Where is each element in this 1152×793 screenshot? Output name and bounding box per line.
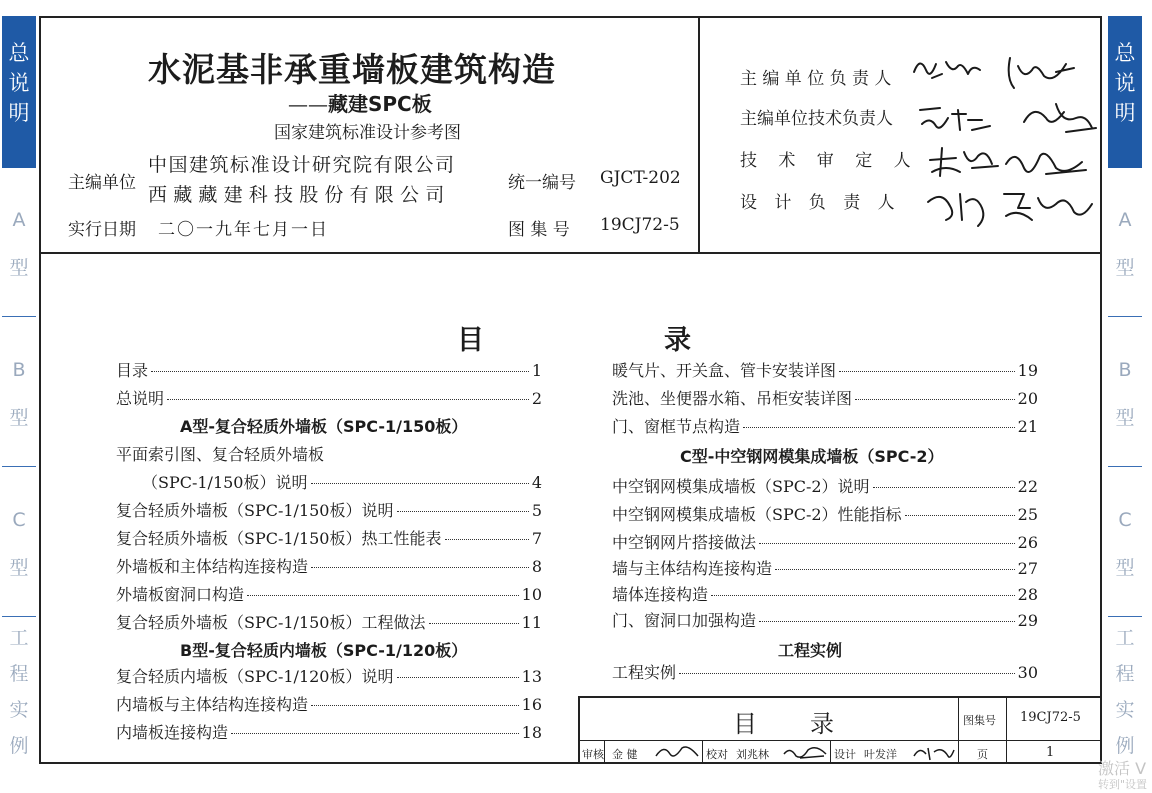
toc-entry-page: 30 [1017, 663, 1038, 682]
toc-entry[interactable] [612, 556, 1038, 582]
toc-entry[interactable] [612, 386, 1038, 412]
activation-watermark-line-2: 转到"设置 [1098, 778, 1148, 791]
toc-entry-title: 门、窗洞口加强构造 [612, 611, 757, 630]
approval-role-2: 主编单位技术负责人 [740, 109, 893, 129]
toc-entry-title: 内墙板与主体结构连接构造 [116, 695, 309, 714]
toc-entry-page: 18 [521, 723, 542, 742]
toc-entry[interactable] [116, 692, 542, 718]
header-column-divider [698, 16, 700, 254]
tab-general-notes[interactable] [2, 16, 36, 168]
toc-entry-page: 5 [531, 501, 542, 520]
toc-leader [743, 427, 1015, 428]
tab-type-b-label: B型 [1115, 359, 1135, 429]
toc-leader [905, 515, 1015, 516]
signature-stroke [914, 62, 980, 78]
toc-entry[interactable] [116, 720, 542, 746]
toc-leader [151, 371, 529, 372]
toc-entry-page: 11 [521, 613, 542, 632]
toc-entry-page: 8 [531, 557, 542, 576]
toc-entry-title: 洗池、坐便器水箱、吊柜安装详图 [612, 389, 853, 408]
title-block-cell-divider [830, 740, 831, 764]
toc-heading-right: 录 [664, 325, 691, 356]
toc-entry-title: 平面索引图、复合轻质外墙板 [116, 445, 325, 464]
toc-entry[interactable] [612, 660, 1038, 686]
left-side-tabs [0, 16, 38, 768]
title-block-row-divider [578, 740, 1102, 741]
tab-type-b-label: B型 [9, 359, 29, 429]
tab-divider [1108, 616, 1142, 617]
toc-entry[interactable] [612, 358, 1038, 384]
toc-entry-page: 25 [1017, 505, 1038, 524]
effective-date-label: 实行日期 [68, 220, 136, 240]
toc-section-heading: A型-复合轻质外墙板（SPC-1/150板） [180, 417, 468, 436]
tab-type-c-label: C型 [1115, 509, 1135, 579]
toc-entry-page: 16 [521, 695, 542, 714]
tab-general-notes-label: 总说明 [1114, 41, 1136, 125]
toc-entry-title: 复合轻质外墙板（SPC-1/150板）说明 [116, 501, 394, 520]
toc-entry-title: 复合轻质外墙板（SPC-1/150板）工程做法 [116, 613, 426, 632]
tab-divider [2, 466, 36, 467]
tab-case-study[interactable] [1108, 620, 1142, 764]
tab-type-a-label: A型 [1115, 209, 1135, 279]
approval-signatures [906, 44, 1106, 234]
signature-stroke [930, 148, 998, 176]
toc-leader [311, 483, 529, 484]
toc-leader [775, 569, 1015, 570]
toc-entry[interactable] [142, 470, 542, 496]
toc-entry-page: 26 [1017, 533, 1038, 552]
toc-entry-page: 21 [1017, 417, 1038, 436]
tab-type-a[interactable] [1108, 196, 1142, 292]
toc-entry-title: 外墙板窗洞口构造 [116, 585, 245, 604]
tab-type-c[interactable] [1108, 496, 1142, 592]
document-kind: 国家建筑标准设计参考图 [274, 123, 461, 143]
toc-entry[interactable] [116, 358, 542, 384]
toc-entry[interactable] [116, 554, 542, 580]
review-signature [652, 742, 702, 762]
atlas-number-label: 图 集 号 [508, 220, 570, 240]
toc-entry-page: 27 [1017, 559, 1038, 578]
toc-entry-page: 28 [1017, 585, 1038, 604]
tab-type-c[interactable] [2, 496, 36, 592]
toc-section-heading: C型-中空钢网模集成墙板（SPC-2） [680, 447, 944, 466]
toc-entry[interactable] [116, 498, 542, 524]
document-title: 水泥基非承重墙板建筑构造 [148, 50, 556, 89]
toc-entry-title: 外墙板和主体结构连接构造 [116, 557, 309, 576]
toc-entry-page: 13 [521, 667, 542, 686]
toc-entry-page: 2 [531, 389, 542, 408]
toc-leader [679, 673, 1015, 674]
title-block-name-left: 目 [733, 710, 757, 738]
toc-entry[interactable] [116, 582, 542, 608]
check-name: 刘兆林 [736, 748, 769, 761]
tab-general-notes[interactable] [1108, 16, 1142, 168]
toc-entry-title: 暖气片、开关盒、管卡安装详图 [612, 361, 837, 380]
tab-type-c-label: C型 [9, 509, 29, 579]
toc-leader [759, 543, 1015, 544]
toc-entry[interactable] [116, 526, 542, 552]
toc-entry-title: 墙与主体结构连接构造 [612, 559, 773, 578]
toc-section-heading: 工程实例 [778, 641, 843, 660]
signature-stroke [1004, 194, 1092, 220]
atlas-number-value: 19CJ72-5 [600, 215, 680, 235]
check-label: 校对 [706, 748, 728, 761]
design-signature [910, 742, 956, 762]
toc-leader [839, 371, 1015, 372]
design-name: 叶发洋 [864, 748, 897, 761]
tab-case-study-label: 工程实例 [9, 627, 29, 757]
toc-leader [711, 595, 1015, 596]
signature-stroke [1006, 154, 1086, 174]
toc-leader [397, 511, 529, 512]
document-subtitle [288, 88, 432, 117]
activation-watermark-line-1: 激活 V [1098, 759, 1147, 778]
title-block-page-label: 页 [977, 748, 988, 761]
toc-entry-page: 22 [1017, 477, 1038, 496]
tab-type-b[interactable] [1108, 346, 1142, 442]
signature-stroke [1024, 104, 1096, 132]
design-label: 设计 [834, 748, 856, 761]
title-block-page-value: 1 [1046, 745, 1055, 760]
title-block-cell-divider [604, 740, 605, 764]
tab-type-a[interactable] [2, 196, 36, 292]
toc-entry[interactable] [612, 608, 1038, 634]
title-block-atlas-label: 图集号 [963, 714, 996, 727]
toc-leader [855, 399, 1015, 400]
toc-entry-page: 4 [531, 473, 542, 492]
toc-entry-page: 1 [531, 361, 542, 380]
toc-leader [311, 705, 519, 706]
unified-code-label: 统一编号 [508, 173, 576, 193]
toc-entry-title: 目录 [116, 361, 149, 380]
title-block-name-right: 录 [810, 710, 834, 738]
toc-entry-page: 20 [1017, 389, 1038, 408]
tab-divider [1108, 316, 1142, 317]
toc-leader [759, 621, 1015, 622]
toc-leader [231, 733, 519, 734]
toc-entry[interactable] [612, 474, 1038, 500]
toc-leader [445, 539, 529, 540]
tab-case-study[interactable] [2, 620, 36, 764]
toc-leader [397, 677, 519, 678]
signature-stroke [1009, 58, 1074, 88]
toc-entry-title: 中空钢网片搭接做法 [612, 533, 757, 552]
toc-entry[interactable] [612, 502, 1038, 528]
toc-entry[interactable] [116, 664, 542, 690]
toc-entry-page: 7 [531, 529, 542, 548]
toc-entry[interactable] [116, 610, 542, 636]
toc-entry-title: 中空钢网模集成墙板（SPC-2）性能指标 [612, 505, 902, 524]
toc-section-heading: B型-复合轻质内墙板（SPC-1/120板） [180, 641, 468, 660]
tab-case-study-label: 工程实例 [1115, 627, 1135, 757]
toc-entry-title: 总说明 [116, 389, 165, 408]
editor-unit-2: 西藏藏建科技股份有限公司 [148, 184, 451, 206]
check-signature [780, 742, 830, 762]
tab-divider [2, 616, 36, 617]
toc-entry[interactable] [612, 414, 1038, 440]
toc-leader [311, 567, 529, 568]
title-block-atlas-value: 19CJ72-5 [1020, 710, 1081, 725]
toc-entry-page: 29 [1017, 611, 1038, 630]
toc-leader [247, 595, 519, 596]
approval-role-1: 主 编 单 位 负 责 人 [740, 69, 892, 89]
subtitle-dash: —— [288, 92, 328, 116]
toc-entry-title: （SPC-1/150板）说明 [142, 473, 308, 492]
tab-general-notes-label: 总说明 [8, 41, 30, 125]
signature-stroke [928, 194, 983, 226]
tab-divider [2, 316, 36, 317]
approval-role-3: 技 术 审 定 人 [740, 151, 919, 171]
editor-unit-label: 主编单位 [68, 173, 136, 193]
tab-type-b[interactable] [2, 346, 36, 442]
toc-heading-left: 目 [457, 325, 484, 356]
toc-leader [167, 399, 529, 400]
toc-entry[interactable] [116, 386, 542, 412]
toc-entry-title: 墙体连接构造 [612, 585, 709, 604]
tab-divider [1108, 466, 1142, 467]
title-block-cell-divider [702, 740, 703, 764]
unified-code-value: GJCT-202 [600, 168, 681, 188]
title-block-col-divider [1006, 696, 1007, 764]
toc-entry-title: 复合轻质内墙板（SPC-1/120板）说明 [116, 667, 394, 686]
toc-leader [429, 623, 519, 624]
approval-role-4: 设 计 负 责 人 [740, 193, 901, 213]
right-side-tabs [1106, 16, 1144, 768]
review-name: 金 健 [612, 748, 638, 761]
effective-date-value: 二〇一九年七月一日 [158, 220, 329, 240]
review-label: 审核 [582, 748, 604, 761]
toc-entry-page: 10 [521, 585, 542, 604]
header-divider [39, 252, 1102, 254]
subtitle-text: 藏建SPC板 [328, 92, 432, 116]
toc-leader [873, 487, 1015, 488]
toc-entry[interactable] [612, 582, 1038, 608]
toc-entry[interactable] [612, 530, 1038, 556]
toc-entry-title: 门、窗框节点构造 [612, 417, 741, 436]
title-block-col-divider [958, 696, 959, 764]
toc-entry-title: 内墙板连接构造 [116, 723, 229, 742]
editor-unit-1: 中国建筑标准设计研究院有限公司 [148, 154, 456, 176]
toc-entry[interactable] [116, 442, 542, 468]
toc-entry-title: 复合轻质外墙板（SPC-1/150板）热工性能表 [116, 529, 442, 548]
toc-entry-page: 19 [1017, 361, 1038, 380]
signature-stroke [920, 108, 990, 130]
toc-entry-title: 中空钢网模集成墙板（SPC-2）说明 [612, 477, 870, 496]
toc-entry-title: 工程实例 [612, 663, 677, 682]
tab-type-a-label: A型 [9, 209, 29, 279]
